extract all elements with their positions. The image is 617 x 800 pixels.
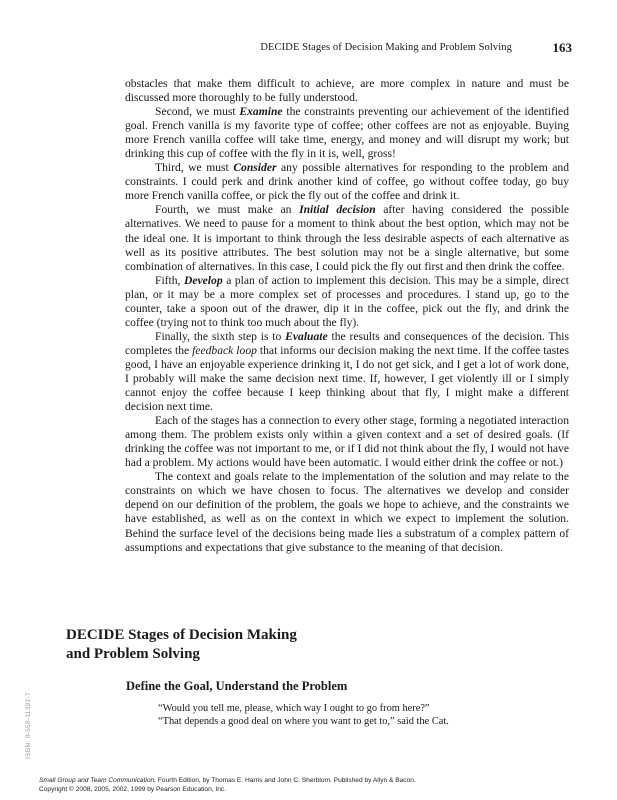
- footer-line: Copyright © 2008, 2005, 2002, 1999 by Pearson Education, Inc.: [39, 785, 227, 793]
- paragraph: Second, we must Examine the constraints preventing our achievement of the identified goal. French vanilla is my favorite type of coffee; other coffees are not as enjoyable. Buying more French vanilla coffee will take time, energy, and money and will disrupt my work; but drinking this cup of coffee with the fly in it is, well, gross!: [125, 105, 569, 161]
- quote-line: “Would you tell me, please, which way I ought to go from here?”: [158, 703, 430, 714]
- paragraph: The context and goals relate to the implementation of the solution and may relate to the constraints on which we have chosen to focus. The alternatives we develop and consider depend on our definition of the problem, the goals we hope to achieve, and the constraints we have established, as well as on the context in which we expect to implement the solution. Behind the surface level of the decisions being made lies a substratum of a complex pattern of assumptions and expectations that give substance to the meaning of that decision.: [125, 470, 569, 554]
- running-title: DECIDE Stages of Decision Making and Problem Solving: [260, 42, 512, 53]
- paragraph: Each of the stages has a connection to every other stage, forming a negotiated interaction among them. The problem exists only within a given context and a set of desired goals. (If drinking the coffee was not important to me, or if I did not think about the fly, I would not have had a problem. My actions would have been automatic. I would either drink the coffee or not.): [125, 414, 569, 470]
- isbn-margin-note: ISBN: 0-558-11392-7: [24, 692, 32, 759]
- footer-line: Small Group and Team Communication, Fourth Edition, by Thomas E. Harris and John C. Sherblom. Published by Allyn & Bacon.: [39, 777, 416, 784]
- paragraph: Fourth, we must make an Initial decision after having considered the possible alternatives. We need to pause for a moment to think about the best option, which may not be the ideal one. It is important to think through the less desirable aspects of each alternative as well as its positive attributes. The best solution may not be a single alternative, but some combination of alternatives. In this case, I could pick the fly out first and then drink the coffee.: [125, 203, 569, 273]
- key-term: Consider: [233, 161, 277, 175]
- key-term: feedback loop: [192, 343, 257, 357]
- key-term: Evaluate: [285, 329, 328, 343]
- paragraph: Fifth, Develop a plan of action to implement this decision. This may be a simple, direct plan, or it may be a more complex set of processes and procedures. I stand up, go to the counter, take a spoon out of the drawer, dip it in the coffee, pick out the fly, and drink the coffee (trying not to think too much about the fly).: [125, 273, 569, 329]
- subsection-heading: Define the Goal, Understand the Problem: [126, 679, 348, 693]
- key-term: Initial decision: [299, 203, 376, 217]
- paragraph: Third, we must Consider any possible alternatives for responding to the problem and constraints. I could perk and drink another kind of coffee, go without coffee today, go buy more French vanilla coffee, or pick the fly out of the coffee and drink it.: [125, 161, 570, 203]
- quote-line: “That depends a good deal on where you want to get to,” said the Cat.: [158, 716, 449, 728]
- key-term: Examine: [239, 105, 283, 119]
- running-head: [0, 41, 617, 57]
- copyright-footer: [39, 777, 599, 794]
- key-term: Develop: [184, 273, 223, 287]
- body-text: [125, 77, 569, 555]
- section-heading: DECIDE Stages of Decision Making and Problem Solving: [66, 627, 297, 662]
- epigraph-quote: [158, 702, 558, 728]
- paragraph: Finally, the sixth step is to Evaluate the results and consequences of the decision. This completes the feedback loop that informs our decision making the next time. If the coffee tastes good, I have an enjoyable experience drinking it, I do not get sick, and I get a lot of work done, I probably will make the same decision next time. If, however, I get violently ill or I simply cannot enjoy the coffee because I keep thinking about that fly, I might make a different decision next time.: [125, 329, 569, 414]
- paragraph: obstacles that make them difficult to achieve, are more complex in nature and must be discussed more thoroughly to be fully understood.: [125, 77, 569, 105]
- page-number: 163: [552, 40, 572, 55]
